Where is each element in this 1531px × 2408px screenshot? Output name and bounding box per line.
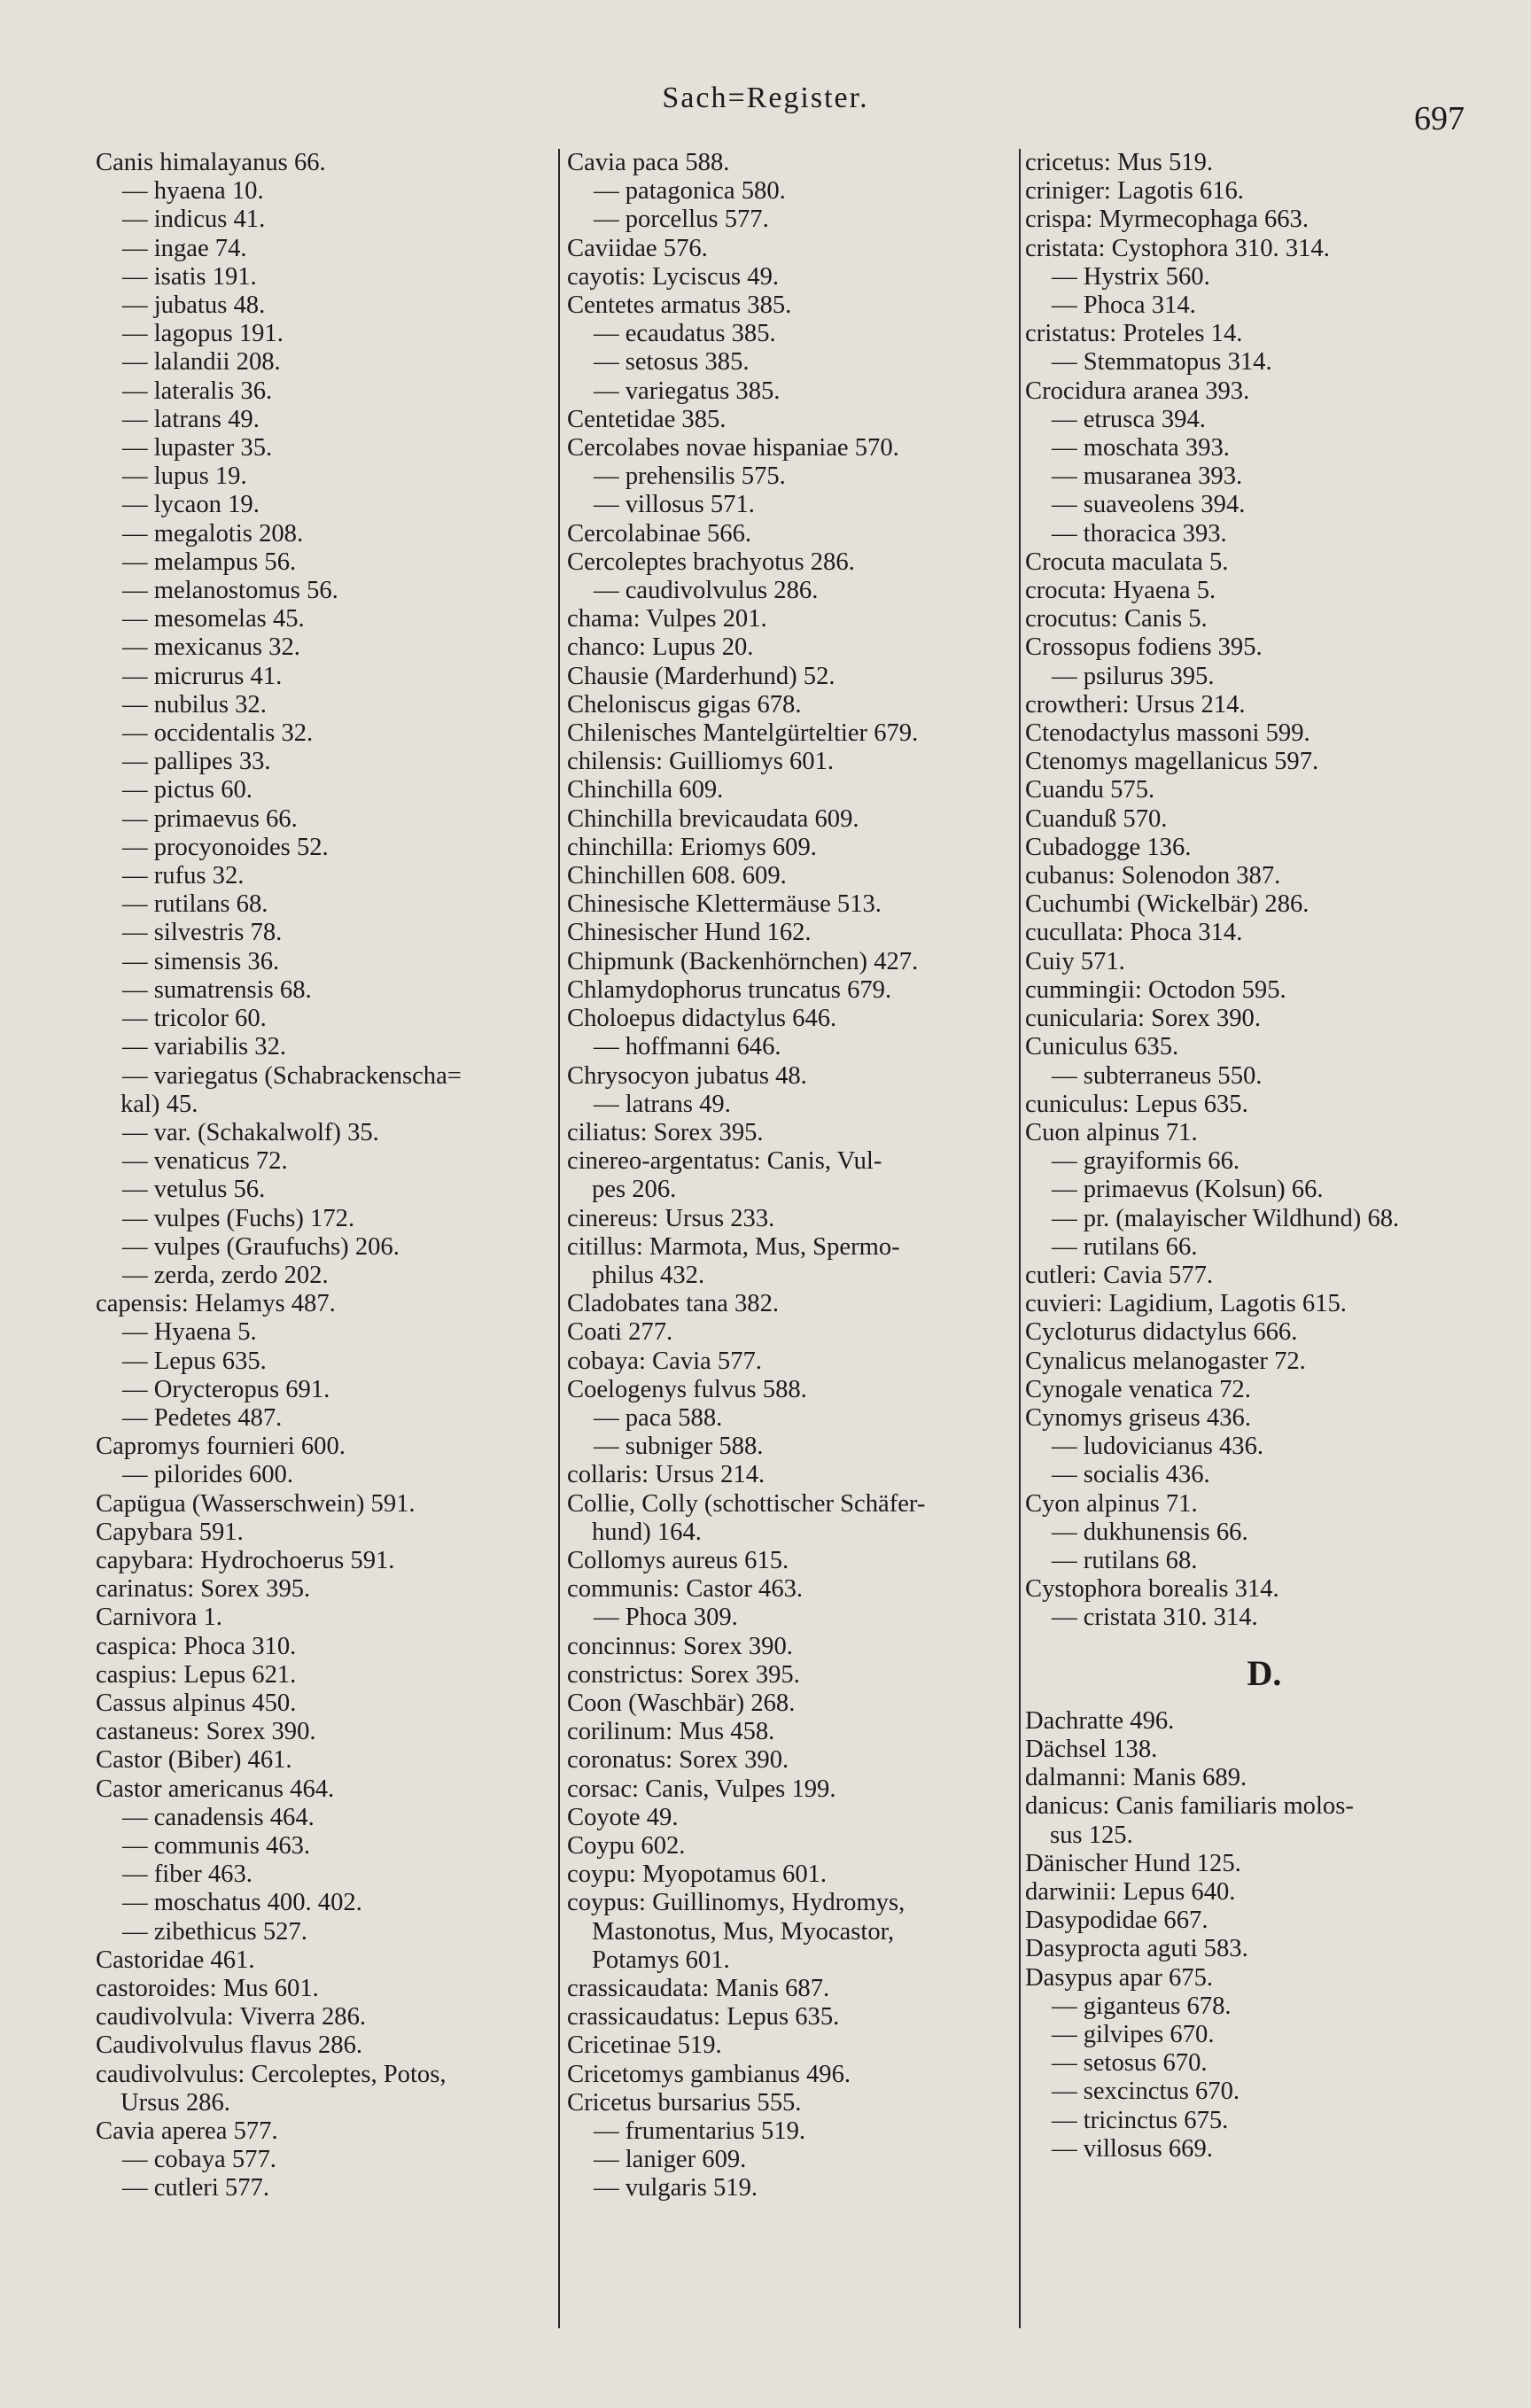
index-subentry: — Hyaena 5.	[122, 1318, 257, 1347]
index-entry: Coati 277.	[567, 1318, 673, 1347]
index-entry: Cavia paca 588.	[567, 149, 730, 176]
index-subentry: — megalotis 208.	[122, 519, 304, 548]
index-entry: citillus: Marmota, Mus, Spermo-	[567, 1232, 900, 1261]
index-entry: crassicaudata: Manis 687.	[567, 1975, 830, 2002]
index-column-2	[567, 149, 1023, 2203]
index-subentry: — occidentalis 32.	[122, 719, 314, 748]
index-column-1	[96, 149, 556, 2203]
index-entry: Cuchumbi (Wickelbär) 286.	[1025, 890, 1310, 919]
index-entry: Ctenomys magellanicus 597.	[1025, 748, 1319, 776]
index-subentry: — Hystrix 560.	[1052, 262, 1210, 291]
index-entry-continuation: philus 432.	[592, 1261, 705, 1289]
index-subentry: — patagonica 580.	[594, 177, 786, 206]
index-subentry: — Lepus 635.	[122, 1347, 267, 1375]
index-subentry: — mesomelas 45.	[122, 605, 305, 633]
index-subentry: — vulpes (Graufuchs) 206.	[122, 1232, 400, 1261]
index-entry: Coelogenys fulvus 588.	[567, 1375, 807, 1403]
index-entry: Cycloturus didactylus 666.	[1025, 1318, 1298, 1347]
index-subentry: — Stemmatopus 314.	[1052, 348, 1272, 377]
index-entry: chanco: Lupus 20.	[567, 633, 754, 662]
index-entry: Chipmunk (Backenhörnchen) 427.	[567, 947, 919, 975]
index-entry: Cercolabes novae hispaniae 570.	[567, 434, 899, 462]
index-entry: cristata: Cystophora 310. 314.	[1025, 234, 1330, 262]
index-entry: Cuanduß 570.	[1025, 804, 1168, 833]
index-subentry: — giganteus 678.	[1052, 1992, 1232, 2020]
index-entry: Capromys fournieri 600.	[96, 1433, 346, 1461]
index-entry: caudivolvula: Viverra 286.	[96, 2003, 367, 2031]
index-entry: Caviidae 576.	[567, 234, 708, 262]
index-entry-continuation: sus 125.	[1050, 1821, 1133, 1849]
index-subentry: — prehensilis 575.	[594, 462, 786, 491]
index-entry: Carnivora 1.	[96, 1604, 222, 1632]
index-entry: Crossopus fodiens 395.	[1025, 633, 1263, 662]
index-entry: crispa: Myrmecophaga 663.	[1025, 206, 1309, 234]
index-entry: castoroides: Mus 601.	[96, 1975, 319, 2002]
index-entry: Caudivolvulus flavus 286.	[96, 2031, 363, 2060]
index-subentry: — rutilans 68.	[122, 890, 268, 919]
index-subentry: — tricinctus 675.	[1052, 2106, 1229, 2134]
index-subentry: — zerda, zerdo 202.	[122, 1261, 329, 1289]
index-subentry: — communis 463.	[122, 1831, 311, 1860]
index-entry-continuation: Potamys 601.	[592, 1946, 730, 1974]
index-subentry: — pr. (malayischer Wildhund) 68.	[1052, 1204, 1400, 1232]
index-subentry: — grayiformis 66.	[1052, 1147, 1240, 1176]
index-entry: crassicaudatus: Lepus 635.	[567, 2003, 840, 2031]
index-entry: Cricetinae 519.	[567, 2031, 722, 2060]
index-entry: Ctenodactylus massoni 599.	[1025, 719, 1310, 748]
index-subentry: — laniger 609.	[594, 2146, 747, 2174]
index-subentry: — lycaon 19.	[122, 491, 260, 519]
index-entry: Crocuta maculata 5.	[1025, 548, 1229, 576]
index-entry: Cubadogge 136.	[1025, 833, 1192, 861]
index-entry: cuniculus: Lepus 635.	[1025, 1090, 1248, 1118]
index-subentry: — villosus 669.	[1052, 2134, 1213, 2163]
index-entry: cayotis: Lyciscus 49.	[567, 262, 780, 291]
index-subentry: — rutilans 68.	[1052, 1546, 1198, 1574]
index-entry: criniger: Lagotis 616.	[1025, 177, 1244, 206]
index-subentry: — vetulus 56.	[122, 1176, 266, 1204]
index-subentry: — hyaena 10.	[122, 177, 264, 206]
index-entry: capensis: Helamys 487.	[96, 1290, 336, 1318]
index-subentry: — indicus 41.	[122, 206, 266, 234]
index-entry: caspius: Lepus 621.	[96, 1660, 297, 1689]
index-subentry: — setosus 385.	[594, 348, 750, 377]
index-entry: Cyon alpinus 71.	[1025, 1489, 1198, 1518]
index-entry: Castor americanus 464.	[96, 1775, 335, 1803]
index-entry: chama: Vulpes 201.	[567, 605, 767, 633]
index-entry: Chinchillen 608. 609.	[567, 862, 787, 890]
index-entry: cinereus: Ursus 233.	[567, 1204, 775, 1232]
index-entry: Dänischer Hund 125.	[1025, 1849, 1241, 1877]
index-subentry: — melanostomus 56.	[122, 577, 338, 605]
index-entry: chinchilla: Eriomys 609.	[567, 833, 817, 861]
index-entry: Cercoleptes brachyotus 286.	[567, 548, 855, 576]
index-entry: Dachratte 496.	[1025, 1706, 1175, 1735]
index-entry: cinereo-argentatus: Canis, Vul-	[567, 1147, 882, 1176]
index-entry-continuation: hund) 164.	[592, 1518, 702, 1546]
index-subentry: — fiber 463.	[122, 1860, 253, 1889]
index-entry: Cassus alpinus 450.	[96, 1689, 297, 1717]
index-entry: ciliatus: Sorex 395.	[567, 1118, 764, 1146]
index-subentry: — thoracica 393.	[1052, 519, 1227, 548]
index-column-3	[1025, 149, 1504, 2163]
index-subentry: — dukhunensis 66.	[1052, 1518, 1248, 1546]
index-subentry: — psilurus 395.	[1052, 662, 1215, 690]
index-entry: Centetes armatus 385.	[567, 291, 792, 320]
index-entry: constrictus: Sorex 395.	[567, 1660, 800, 1689]
index-subentry: — procyonoides 52.	[122, 833, 329, 861]
index-subentry: — tricolor 60.	[122, 1005, 267, 1033]
index-subentry: — latrans 49.	[594, 1090, 731, 1118]
index-entry: danicus: Canis familiaris molos-	[1025, 1792, 1354, 1821]
index-subentry: — vulgaris 519.	[594, 2174, 758, 2202]
index-entry: Cynogale venatica 72.	[1025, 1375, 1251, 1403]
section-letter: D.	[1247, 1652, 1282, 1693]
index-entry: Cheloniscus gigas 678.	[567, 690, 802, 719]
index-entry: Castor (Biber) 461.	[96, 1746, 292, 1775]
index-subentry: — var. (Schakalwolf) 35.	[122, 1118, 379, 1146]
index-subentry: — subniger 588.	[594, 1433, 764, 1461]
index-subentry: — ludovicianus 436.	[1052, 1433, 1264, 1461]
index-subentry: — pilorides 600.	[122, 1461, 293, 1489]
column-divider	[558, 149, 560, 2328]
index-entry: coronatus: Sorex 390.	[567, 1746, 789, 1775]
index-entry: cunicularia: Sorex 390.	[1025, 1005, 1262, 1033]
index-entry: Canis himalayanus 66.	[96, 149, 326, 176]
index-subentry: — porcellus 577.	[594, 206, 769, 234]
index-subentry: — etrusca 394.	[1052, 405, 1206, 433]
index-subentry: — Orycteropus 691.	[122, 1375, 330, 1403]
index-entry: Capügua (Wasserschwein) 591.	[96, 1489, 416, 1518]
index-subentry: — lateralis 36.	[122, 377, 273, 405]
index-entry: cristatus: Proteles 14.	[1025, 320, 1243, 348]
index-entry: Dasyprocta aguti 583.	[1025, 1935, 1248, 1963]
index-entry: Chausie (Marderhund) 52.	[567, 662, 835, 690]
index-subentry: — cobaya 577.	[122, 2146, 276, 2174]
index-entry: Chinesischer Hund 162.	[567, 919, 812, 947]
page-number: 697	[1414, 100, 1465, 137]
index-entry: concinnus: Sorex 390.	[567, 1632, 793, 1660]
index-subentry: — sexcinctus 670.	[1052, 2078, 1240, 2106]
index-subentry: — rutilans 66.	[1052, 1232, 1198, 1261]
index-entry: Chilenisches Mantelgürteltier 679.	[567, 719, 919, 748]
index-entry: corsac: Canis, Vulpes 199.	[567, 1775, 836, 1803]
index-entry: cubanus: Solenodon 387.	[1025, 862, 1281, 890]
index-entry: capybara: Hydrochoerus 591.	[96, 1546, 395, 1574]
index-entry: Cuandu 575.	[1025, 776, 1155, 804]
index-subentry: — paca 588.	[594, 1403, 723, 1432]
index-subentry: — moschatus 400. 402.	[122, 1889, 362, 1917]
index-entry: Chlamydophorus truncatus 679.	[567, 975, 892, 1004]
index-subentry: — variegatus (Schabrackenscha=	[122, 1061, 462, 1090]
index-subentry: — variegatus 385.	[594, 377, 781, 405]
index-subentry: — isatis 191.	[122, 262, 257, 291]
index-entry-continuation: Mastonotus, Mus, Myocastor,	[592, 1917, 895, 1946]
index-subentry: — lupus 19.	[122, 462, 247, 491]
index-entry: cucullata: Phoca 314.	[1025, 919, 1243, 947]
index-subentry: — simensis 36.	[122, 947, 280, 975]
index-subentry: — Phoca 309.	[594, 1604, 738, 1632]
index-entry-continuation: kal) 45.	[120, 1090, 198, 1118]
index-subentry: — rufus 32.	[122, 862, 245, 890]
index-subentry: — ecaudatus 385.	[594, 320, 776, 348]
index-entry: corilinum: Mus 458.	[567, 1718, 775, 1746]
index-entry: crocutus: Canis 5.	[1025, 605, 1208, 633]
index-entry: Choloepus didactylus 646.	[567, 1005, 837, 1033]
index-entry: Dasypus apar 675.	[1025, 1963, 1214, 1992]
index-entry: communis: Castor 463.	[567, 1575, 804, 1604]
index-subentry: — latrans 49.	[122, 405, 260, 433]
index-entry: Cricetomys gambianus 496.	[567, 2060, 851, 2088]
index-entry: Cercolabinae 566.	[567, 519, 752, 548]
index-subentry: — subterraneus 550.	[1052, 1061, 1263, 1090]
index-entry: Cavia aperea 577.	[96, 2117, 278, 2146]
index-entry: carinatus: Sorex 395.	[96, 1575, 311, 1604]
index-entry: crocuta: Hyaena 5.	[1025, 577, 1216, 605]
index-entry-continuation: pes 206.	[592, 1176, 677, 1204]
index-entry: Cynomys griseus 436.	[1025, 1403, 1251, 1432]
index-subentry: — jubatus 48.	[122, 291, 266, 320]
index-entry: Dächsel 138.	[1025, 1735, 1158, 1763]
index-entry: Dasypodidae 667.	[1025, 1907, 1208, 1935]
index-subentry: — melampus 56.	[122, 548, 297, 576]
index-subentry: — setosus 670.	[1052, 2049, 1208, 2078]
index-subentry: — canadensis 464.	[122, 1803, 315, 1831]
index-subentry: — venaticus 72.	[122, 1147, 288, 1176]
running-head: Sach=Register.	[662, 82, 869, 114]
index-subentry: — caudivolvulus 286.	[594, 577, 819, 605]
index-subentry: — Pedetes 487.	[122, 1403, 283, 1432]
index-entry: Coypu 602.	[567, 1831, 686, 1860]
index-entry: collaris: Ursus 214.	[567, 1461, 766, 1489]
index-entry: Chinchilla brevicaudata 609.	[567, 804, 859, 833]
index-subentry: — mexicanus 32.	[122, 633, 300, 662]
index-entry: caudivolvulus: Cercoleptes, Potos,	[96, 2060, 447, 2088]
index-subentry: — musaranea 393.	[1052, 462, 1243, 491]
index-entry: Coyote 49.	[567, 1803, 679, 1831]
index-entry: Chrysocyon jubatus 48.	[567, 1061, 807, 1090]
index-subentry: — lalandii 208.	[122, 348, 281, 377]
index-entry: caspica: Phoca 310.	[96, 1632, 297, 1660]
index-subentry: — micrurus 41.	[122, 662, 283, 690]
index-entry: Coon (Waschbär) 268.	[567, 1689, 796, 1717]
index-subentry: — sumatrensis 68.	[122, 975, 312, 1004]
index-entry: darwinii: Lepus 640.	[1025, 1877, 1236, 1906]
index-entry: Cuon alpinus 71.	[1025, 1118, 1198, 1146]
index-entry: Castoridae 461.	[96, 1946, 255, 1974]
index-subentry: — ingae 74.	[122, 234, 247, 262]
index-entry: dalmanni: Manis 689.	[1025, 1764, 1247, 1792]
index-subentry: — cristata 310. 314.	[1052, 1604, 1258, 1632]
index-entry: cuvieri: Lagidium, Lagotis 615.	[1025, 1290, 1347, 1318]
index-subentry: — variabilis 32.	[122, 1033, 287, 1061]
index-entry: Chinesische Klettermäuse 513.	[567, 890, 882, 919]
index-entry: Cystophora borealis 314.	[1025, 1575, 1279, 1604]
index-entry: Cricetus bursarius 555.	[567, 2088, 802, 2117]
index-subentry: — villosus 571.	[594, 491, 755, 519]
index-subentry: — hoffmanni 646.	[594, 1033, 781, 1061]
index-subentry: — primaevus 66.	[122, 804, 298, 833]
index-entry: cricetus: Mus 519.	[1025, 149, 1214, 176]
index-entry: crowtheri: Ursus 214.	[1025, 690, 1246, 719]
index-subentry: — zibethicus 527.	[122, 1917, 307, 1946]
index-entry: cummingii: Octodon 595.	[1025, 975, 1286, 1004]
index-entry: Cynalicus melanogaster 72.	[1025, 1347, 1306, 1375]
index-entry: Collomys aureus 615.	[567, 1546, 789, 1574]
index-entry: cutleri: Cavia 577.	[1025, 1261, 1214, 1289]
index-entry: Centetidae 385.	[567, 405, 727, 433]
index-subentry: — socialis 436.	[1052, 1461, 1210, 1489]
index-subentry: — suaveolens 394.	[1052, 491, 1246, 519]
index-entry-continuation: Ursus 286.	[120, 2088, 230, 2117]
index-entry: Cladobates tana 382.	[567, 1290, 780, 1318]
index-subentry: — pallipes 33.	[122, 748, 271, 776]
index-entry: coypu: Myopotamus 601.	[567, 1860, 828, 1889]
index-entry: cobaya: Cavia 577.	[567, 1347, 762, 1375]
index-subentry: — silvestris 78.	[122, 919, 283, 947]
index-entry: Crocidura aranea 393.	[1025, 377, 1250, 405]
index-entry: coypus: Guillinomys, Hydromys,	[567, 1889, 905, 1917]
index-subentry: — nubilus 32.	[122, 690, 267, 719]
index-entry: Cuiy 571.	[1025, 947, 1125, 975]
index-subentry: — cutleri 577.	[122, 2174, 269, 2202]
index-subentry: — lupaster 35.	[122, 434, 273, 462]
index-entry: Cuniculus 635.	[1025, 1033, 1179, 1061]
index-entry: Collie, Colly (schottischer Schäfer-	[567, 1489, 926, 1518]
index-subentry: — pictus 60.	[122, 776, 253, 804]
index-subentry: — primaevus (Kolsun) 66.	[1052, 1176, 1324, 1204]
index-subentry: — gilvipes 670.	[1052, 2021, 1215, 2048]
index-subentry: — Phoca 314.	[1052, 291, 1196, 320]
index-entry: chilensis: Guilliomys 601.	[567, 748, 835, 776]
index-entry: Chinchilla 609.	[567, 776, 724, 804]
index-entry: castaneus: Sorex 390.	[96, 1718, 316, 1746]
index-subentry: — frumentarius 519.	[594, 2117, 806, 2146]
index-subentry: — moschata 393.	[1052, 434, 1230, 462]
index-subentry: — lagopus 191.	[122, 320, 284, 348]
index-subentry: — vulpes (Fuchs) 172.	[122, 1204, 355, 1232]
index-entry: Capybara 591.	[96, 1518, 244, 1546]
